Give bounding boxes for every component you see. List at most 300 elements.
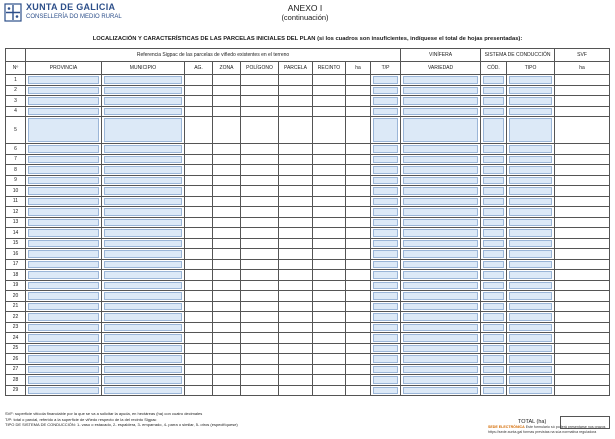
ag-cell[interactable] [185, 291, 213, 302]
zona-cell[interactable] [213, 117, 241, 144]
ag-cell[interactable] [185, 364, 213, 375]
cod-input[interactable] [483, 250, 504, 258]
zona-cell[interactable] [213, 196, 241, 207]
parcela-cell[interactable] [279, 375, 313, 386]
ha-cell[interactable] [346, 154, 371, 165]
zona-cell[interactable] [213, 333, 241, 344]
parcela-cell[interactable] [279, 249, 313, 260]
variedad-input[interactable] [403, 208, 478, 216]
municipio-cell[interactable] [102, 106, 185, 117]
tipo-input[interactable] [509, 240, 552, 248]
tp-cell[interactable] [371, 385, 401, 396]
recinto-cell[interactable] [313, 196, 346, 207]
tp-cell[interactable] [371, 354, 401, 365]
tipo-input[interactable] [509, 376, 552, 384]
variedad-cell[interactable] [401, 291, 481, 302]
municipio-input[interactable] [104, 87, 182, 95]
tipo-input[interactable] [509, 292, 552, 300]
parcela-cell[interactable] [279, 186, 313, 197]
variedad-cell[interactable] [401, 343, 481, 354]
cod-cell[interactable] [481, 322, 507, 333]
cod-cell[interactable] [481, 354, 507, 365]
tipo-input[interactable] [509, 219, 552, 227]
parcela-cell[interactable] [279, 280, 313, 291]
cod-cell[interactable] [481, 364, 507, 375]
municipio-cell[interactable] [102, 165, 185, 176]
tipo-input[interactable] [509, 271, 552, 279]
municipio-input[interactable] [104, 76, 182, 84]
municipio-input[interactable] [104, 376, 182, 384]
variedad-input[interactable] [403, 240, 478, 248]
municipio-cell[interactable] [102, 312, 185, 323]
tipo-cell[interactable] [507, 228, 555, 239]
provincia-input[interactable] [28, 250, 99, 258]
cod-cell[interactable] [481, 117, 507, 144]
variedad-input[interactable] [403, 145, 478, 153]
poligono-cell[interactable] [241, 238, 279, 249]
cod-cell[interactable] [481, 175, 507, 186]
cod-input[interactable] [483, 198, 504, 206]
ag-cell[interactable] [185, 186, 213, 197]
tp-input[interactable] [373, 177, 398, 185]
recinto-cell[interactable] [313, 75, 346, 86]
municipio-cell[interactable] [102, 385, 185, 396]
tp-cell[interactable] [371, 375, 401, 386]
recinto-cell[interactable] [313, 312, 346, 323]
tipo-cell[interactable] [507, 364, 555, 375]
poligono-cell[interactable] [241, 196, 279, 207]
municipio-input[interactable] [104, 387, 182, 395]
cod-input[interactable] [483, 229, 504, 237]
parcela-cell[interactable] [279, 259, 313, 270]
tipo-cell[interactable] [507, 196, 555, 207]
cod-input[interactable] [483, 355, 504, 363]
provincia-cell[interactable] [26, 186, 102, 197]
parcela-cell[interactable] [279, 291, 313, 302]
tipo-input[interactable] [509, 87, 552, 95]
provincia-cell[interactable] [26, 259, 102, 270]
parcela-cell[interactable] [279, 144, 313, 155]
tipo-input[interactable] [509, 208, 552, 216]
variedad-input[interactable] [403, 177, 478, 185]
variedad-input[interactable] [403, 187, 478, 195]
provincia-cell[interactable] [26, 270, 102, 281]
cod-cell[interactable] [481, 144, 507, 155]
cod-cell[interactable] [481, 312, 507, 323]
tipo-cell[interactable] [507, 375, 555, 386]
parcela-cell[interactable] [279, 343, 313, 354]
ha-cell[interactable] [346, 207, 371, 218]
parcela-cell[interactable] [279, 322, 313, 333]
variedad-input[interactable] [403, 261, 478, 269]
tipo-cell[interactable] [507, 165, 555, 176]
municipio-cell[interactable] [102, 75, 185, 86]
tp-cell[interactable] [371, 106, 401, 117]
tipo-cell[interactable] [507, 259, 555, 270]
provincia-input[interactable] [28, 229, 99, 237]
svf-ha-cell[interactable] [555, 96, 610, 107]
cod-input[interactable] [483, 271, 504, 279]
cod-cell[interactable] [481, 333, 507, 344]
svf-ha-cell[interactable] [555, 249, 610, 260]
provincia-input[interactable] [28, 376, 99, 384]
provincia-cell[interactable] [26, 291, 102, 302]
ag-cell[interactable] [185, 375, 213, 386]
cod-cell[interactable] [481, 238, 507, 249]
tipo-input[interactable] [509, 166, 552, 174]
tipo-input[interactable] [509, 366, 552, 374]
poligono-cell[interactable] [241, 385, 279, 396]
variedad-cell[interactable] [401, 217, 481, 228]
municipio-cell[interactable] [102, 154, 185, 165]
zona-cell[interactable] [213, 144, 241, 155]
cod-cell[interactable] [481, 106, 507, 117]
provincia-cell[interactable] [26, 322, 102, 333]
parcela-cell[interactable] [279, 75, 313, 86]
variedad-input[interactable] [403, 345, 478, 353]
tp-input[interactable] [373, 313, 398, 321]
variedad-input[interactable] [403, 250, 478, 258]
ag-cell[interactable] [185, 280, 213, 291]
tp-cell[interactable] [371, 175, 401, 186]
recinto-cell[interactable] [313, 333, 346, 344]
tp-cell[interactable] [371, 165, 401, 176]
svf-ha-cell[interactable] [555, 322, 610, 333]
cod-cell[interactable] [481, 85, 507, 96]
ag-cell[interactable] [185, 75, 213, 86]
tp-cell[interactable] [371, 364, 401, 375]
parcela-cell[interactable] [279, 354, 313, 365]
tp-cell[interactable] [371, 85, 401, 96]
provincia-input[interactable] [28, 292, 99, 300]
ha-cell[interactable] [346, 354, 371, 365]
ha-cell[interactable] [346, 259, 371, 270]
provincia-input[interactable] [28, 76, 99, 84]
poligono-cell[interactable] [241, 165, 279, 176]
variedad-cell[interactable] [401, 238, 481, 249]
tp-input[interactable] [373, 355, 398, 363]
variedad-cell[interactable] [401, 312, 481, 323]
provincia-input[interactable] [28, 156, 99, 164]
variedad-input[interactable] [403, 303, 478, 311]
municipio-cell[interactable] [102, 322, 185, 333]
cod-input[interactable] [483, 97, 504, 105]
tp-cell[interactable] [371, 75, 401, 86]
zona-cell[interactable] [213, 322, 241, 333]
cod-input[interactable] [483, 292, 504, 300]
poligono-cell[interactable] [241, 117, 279, 144]
tipo-input[interactable] [509, 355, 552, 363]
poligono-cell[interactable] [241, 375, 279, 386]
zona-cell[interactable] [213, 154, 241, 165]
provincia-cell[interactable] [26, 217, 102, 228]
provincia-input[interactable] [28, 324, 99, 332]
municipio-cell[interactable] [102, 96, 185, 107]
provincia-input[interactable] [28, 177, 99, 185]
recinto-cell[interactable] [313, 249, 346, 260]
recinto-cell[interactable] [313, 375, 346, 386]
parcela-cell[interactable] [279, 364, 313, 375]
tipo-cell[interactable] [507, 312, 555, 323]
municipio-input[interactable] [104, 166, 182, 174]
poligono-cell[interactable] [241, 154, 279, 165]
ag-cell[interactable] [185, 196, 213, 207]
tp-cell[interactable] [371, 333, 401, 344]
ha-cell[interactable] [346, 106, 371, 117]
tp-cell[interactable] [371, 280, 401, 291]
svf-ha-cell[interactable] [555, 228, 610, 239]
poligono-cell[interactable] [241, 144, 279, 155]
provincia-cell[interactable] [26, 144, 102, 155]
variedad-cell[interactable] [401, 117, 481, 144]
recinto-cell[interactable] [313, 207, 346, 218]
ag-cell[interactable] [185, 175, 213, 186]
tipo-cell[interactable] [507, 106, 555, 117]
zona-cell[interactable] [213, 106, 241, 117]
provincia-cell[interactable] [26, 375, 102, 386]
parcela-cell[interactable] [279, 301, 313, 312]
municipio-input[interactable] [104, 219, 182, 227]
provincia-input[interactable] [28, 198, 99, 206]
ha-cell[interactable] [346, 165, 371, 176]
cod-input[interactable] [483, 303, 504, 311]
ha-cell[interactable] [346, 186, 371, 197]
provincia-cell[interactable] [26, 207, 102, 218]
tp-cell[interactable] [371, 96, 401, 107]
variedad-cell[interactable] [401, 207, 481, 218]
municipio-input[interactable] [104, 250, 182, 258]
provincia-input[interactable] [28, 87, 99, 95]
variedad-input[interactable] [403, 108, 478, 116]
ag-cell[interactable] [185, 117, 213, 144]
variedad-cell[interactable] [401, 75, 481, 86]
parcela-cell[interactable] [279, 117, 313, 144]
tipo-input[interactable] [509, 345, 552, 353]
municipio-input[interactable] [104, 229, 182, 237]
variedad-cell[interactable] [401, 385, 481, 396]
ag-cell[interactable] [185, 354, 213, 365]
tipo-input[interactable] [509, 313, 552, 321]
variedad-input[interactable] [403, 118, 478, 142]
ag-cell[interactable] [185, 259, 213, 270]
variedad-cell[interactable] [401, 375, 481, 386]
svf-ha-cell[interactable] [555, 154, 610, 165]
cod-cell[interactable] [481, 75, 507, 86]
tipo-input[interactable] [509, 261, 552, 269]
cod-input[interactable] [483, 145, 504, 153]
poligono-cell[interactable] [241, 312, 279, 323]
poligono-cell[interactable] [241, 175, 279, 186]
recinto-cell[interactable] [313, 175, 346, 186]
poligono-cell[interactable] [241, 301, 279, 312]
cod-cell[interactable] [481, 96, 507, 107]
variedad-cell[interactable] [401, 186, 481, 197]
tp-cell[interactable] [371, 154, 401, 165]
municipio-cell[interactable] [102, 375, 185, 386]
cod-cell[interactable] [481, 280, 507, 291]
municipio-cell[interactable] [102, 144, 185, 155]
svf-ha-cell[interactable] [555, 144, 610, 155]
municipio-input[interactable] [104, 271, 182, 279]
provincia-input[interactable] [28, 240, 99, 248]
parcela-cell[interactable] [279, 217, 313, 228]
ha-cell[interactable] [346, 196, 371, 207]
tipo-cell[interactable] [507, 291, 555, 302]
poligono-cell[interactable] [241, 364, 279, 375]
municipio-cell[interactable] [102, 280, 185, 291]
recinto-cell[interactable] [313, 217, 346, 228]
variedad-input[interactable] [403, 282, 478, 290]
cod-cell[interactable] [481, 385, 507, 396]
municipio-input[interactable] [104, 313, 182, 321]
svf-ha-cell[interactable] [555, 259, 610, 270]
parcela-cell[interactable] [279, 333, 313, 344]
zona-cell[interactable] [213, 343, 241, 354]
parcela-cell[interactable] [279, 85, 313, 96]
zona-cell[interactable] [213, 217, 241, 228]
ag-cell[interactable] [185, 301, 213, 312]
parcela-cell[interactable] [279, 385, 313, 396]
municipio-input[interactable] [104, 208, 182, 216]
zona-cell[interactable] [213, 249, 241, 260]
recinto-cell[interactable] [313, 186, 346, 197]
zona-cell[interactable] [213, 75, 241, 86]
cod-input[interactable] [483, 313, 504, 321]
tipo-input[interactable] [509, 187, 552, 195]
ag-cell[interactable] [185, 333, 213, 344]
tp-input[interactable] [373, 292, 398, 300]
provincia-input[interactable] [28, 345, 99, 353]
tipo-cell[interactable] [507, 85, 555, 96]
provincia-input[interactable] [28, 366, 99, 374]
tp-cell[interactable] [371, 249, 401, 260]
ha-cell[interactable] [346, 333, 371, 344]
cod-input[interactable] [483, 261, 504, 269]
tp-input[interactable] [373, 345, 398, 353]
recinto-cell[interactable] [313, 117, 346, 144]
svf-ha-cell[interactable] [555, 312, 610, 323]
provincia-cell[interactable] [26, 354, 102, 365]
tp-cell[interactable] [371, 291, 401, 302]
ha-cell[interactable] [346, 228, 371, 239]
municipio-input[interactable] [104, 187, 182, 195]
recinto-cell[interactable] [313, 291, 346, 302]
tp-input[interactable] [373, 166, 398, 174]
ag-cell[interactable] [185, 85, 213, 96]
variedad-input[interactable] [403, 166, 478, 174]
variedad-cell[interactable] [401, 154, 481, 165]
tipo-input[interactable] [509, 145, 552, 153]
parcela-cell[interactable] [279, 175, 313, 186]
recinto-cell[interactable] [313, 85, 346, 96]
tipo-cell[interactable] [507, 207, 555, 218]
parcela-cell[interactable] [279, 270, 313, 281]
municipio-cell[interactable] [102, 228, 185, 239]
zona-cell[interactable] [213, 165, 241, 176]
provincia-cell[interactable] [26, 96, 102, 107]
zona-cell[interactable] [213, 280, 241, 291]
ha-cell[interactable] [346, 364, 371, 375]
svf-ha-cell[interactable] [555, 343, 610, 354]
parcela-cell[interactable] [279, 228, 313, 239]
parcela-cell[interactable] [279, 154, 313, 165]
municipio-input[interactable] [104, 261, 182, 269]
svf-ha-cell[interactable] [555, 196, 610, 207]
ag-cell[interactable] [185, 385, 213, 396]
municipio-input[interactable] [104, 97, 182, 105]
zona-cell[interactable] [213, 238, 241, 249]
cod-cell[interactable] [481, 228, 507, 239]
ha-cell[interactable] [346, 280, 371, 291]
cod-cell[interactable] [481, 196, 507, 207]
cod-input[interactable] [483, 366, 504, 374]
tipo-cell[interactable] [507, 238, 555, 249]
provincia-input[interactable] [28, 303, 99, 311]
variedad-input[interactable] [403, 87, 478, 95]
municipio-input[interactable] [104, 324, 182, 332]
tp-cell[interactable] [371, 312, 401, 323]
tp-cell[interactable] [371, 270, 401, 281]
tp-cell[interactable] [371, 144, 401, 155]
municipio-cell[interactable] [102, 217, 185, 228]
cod-input[interactable] [483, 156, 504, 164]
tp-input[interactable] [373, 76, 398, 84]
parcela-cell[interactable] [279, 106, 313, 117]
tp-input[interactable] [373, 87, 398, 95]
ha-cell[interactable] [346, 85, 371, 96]
recinto-cell[interactable] [313, 301, 346, 312]
municipio-cell[interactable] [102, 196, 185, 207]
municipio-cell[interactable] [102, 354, 185, 365]
recinto-cell[interactable] [313, 270, 346, 281]
variedad-cell[interactable] [401, 249, 481, 260]
provincia-input[interactable] [28, 282, 99, 290]
svf-ha-cell[interactable] [555, 291, 610, 302]
recinto-cell[interactable] [313, 259, 346, 270]
provincia-cell[interactable] [26, 343, 102, 354]
cod-input[interactable] [483, 345, 504, 353]
ag-cell[interactable] [185, 217, 213, 228]
parcela-cell[interactable] [279, 165, 313, 176]
cod-input[interactable] [483, 334, 504, 342]
provincia-input[interactable] [28, 108, 99, 116]
poligono-cell[interactable] [241, 333, 279, 344]
tp-cell[interactable] [371, 186, 401, 197]
cod-input[interactable] [483, 166, 504, 174]
recinto-cell[interactable] [313, 96, 346, 107]
ha-cell[interactable] [346, 117, 371, 144]
variedad-cell[interactable] [401, 364, 481, 375]
cod-input[interactable] [483, 282, 504, 290]
cod-cell[interactable] [481, 165, 507, 176]
provincia-input[interactable] [28, 97, 99, 105]
variedad-cell[interactable] [401, 165, 481, 176]
provincia-input[interactable] [28, 145, 99, 153]
municipio-cell[interactable] [102, 175, 185, 186]
tp-input[interactable] [373, 387, 398, 395]
zona-cell[interactable] [213, 354, 241, 365]
tp-cell[interactable] [371, 217, 401, 228]
cod-input[interactable] [483, 177, 504, 185]
ha-cell[interactable] [346, 270, 371, 281]
provincia-cell[interactable] [26, 301, 102, 312]
tipo-cell[interactable] [507, 270, 555, 281]
tipo-input[interactable] [509, 156, 552, 164]
provincia-cell[interactable] [26, 175, 102, 186]
zona-cell[interactable] [213, 291, 241, 302]
tipo-input[interactable] [509, 76, 552, 84]
parcela-cell[interactable] [279, 96, 313, 107]
